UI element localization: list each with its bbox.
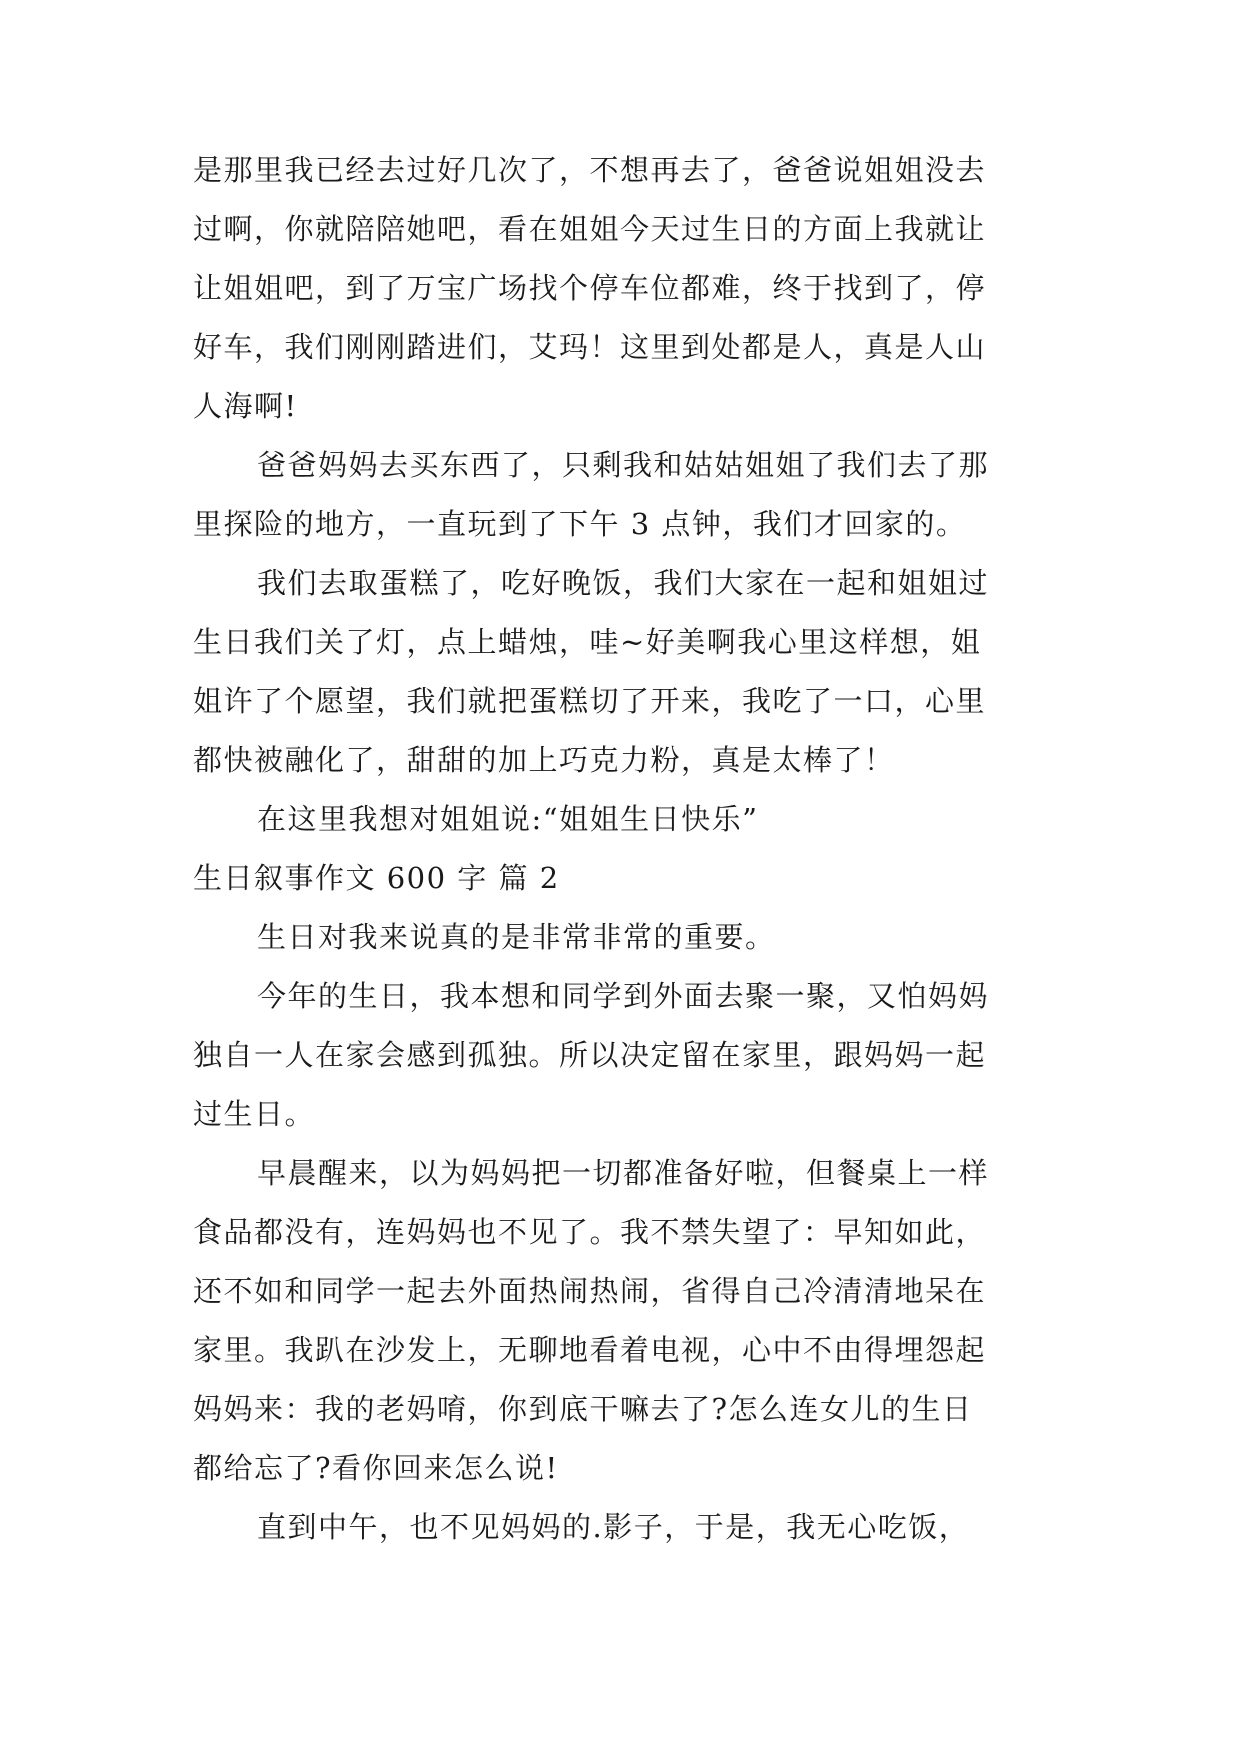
text-line: 都给忘了?看你回来怎么说! xyxy=(193,1451,559,1485)
paragraph-start: 直到中午，也不见妈妈的.影子，于是，我无心吃饭， xyxy=(257,1510,970,1544)
paragraph-start: 早晨醒来，以为妈妈把一切都准备好啦，但餐桌上一样 xyxy=(257,1156,990,1190)
paragraph-start: 生日对我来说真的是非常非常的重要。 xyxy=(257,920,776,954)
text-line: 姐许了个愿望，我们就把蛋糕切了开来，我吃了一口，心里 xyxy=(193,684,987,718)
text-line: 生日我们关了灯，点上蜡烛，哇~好美啊我心里这样想，姐 xyxy=(193,625,982,659)
text-line: 都快被融化了，甜甜的加上巧克力粉，真是太棒了！ xyxy=(193,743,895,777)
text-line: 人海啊! xyxy=(193,389,298,423)
text-line: 过啊，你就陪陪她吧，看在姐姐今天过生日的方面上我就让 xyxy=(193,212,987,246)
text-line: 是那里我已经去过好几次了，不想再去了，爸爸说姐姐没去 xyxy=(193,153,987,187)
text-line: 独自一人在家会感到孤独。所以决定留在家里，跟妈妈一起 xyxy=(193,1038,987,1072)
paragraph-start: 爸爸妈妈去买东西了，只剩我和姑姑姐姐了我们去了那 xyxy=(257,448,990,482)
text-line: 让姐姐吧，到了万宝广场找个停车位都难，终于找到了，停 xyxy=(193,271,987,305)
text-line: 家里。我趴在沙发上，无聊地看着电视，心中不由得埋怨起 xyxy=(193,1333,987,1367)
text-line: 妈妈来：我的老妈唷，你到底干嘛去了?怎么连女儿的生日 xyxy=(193,1392,973,1426)
paragraph-start: 在这里我想对姐姐说:“姐姐生日快乐” xyxy=(257,802,759,836)
text-line: 里探险的地方，一直玩到了下午 3 点钟，我们才回家的。 xyxy=(193,507,967,541)
section-heading: 生日叙事作文 600 字 篇 2 xyxy=(193,861,560,895)
text-line: 过生日。 xyxy=(193,1097,316,1131)
paragraph-start: 我们去取蛋糕了，吃好晚饭，我们大家在一起和姐姐过 xyxy=(257,566,990,600)
text-line: 还不如和同学一起去外面热闹热闹，省得自己冷清清地呆在 xyxy=(193,1274,987,1308)
paragraph-start: 今年的生日，我本想和同学到外面去聚一聚，又怕妈妈 xyxy=(257,979,990,1013)
text-line: 好车，我们刚刚踏进们，艾玛！这里到处都是人，真是人山 xyxy=(193,330,987,364)
text-line: 食品都没有，连妈妈也不见了。我不禁失望了：早知如此， xyxy=(193,1215,987,1249)
